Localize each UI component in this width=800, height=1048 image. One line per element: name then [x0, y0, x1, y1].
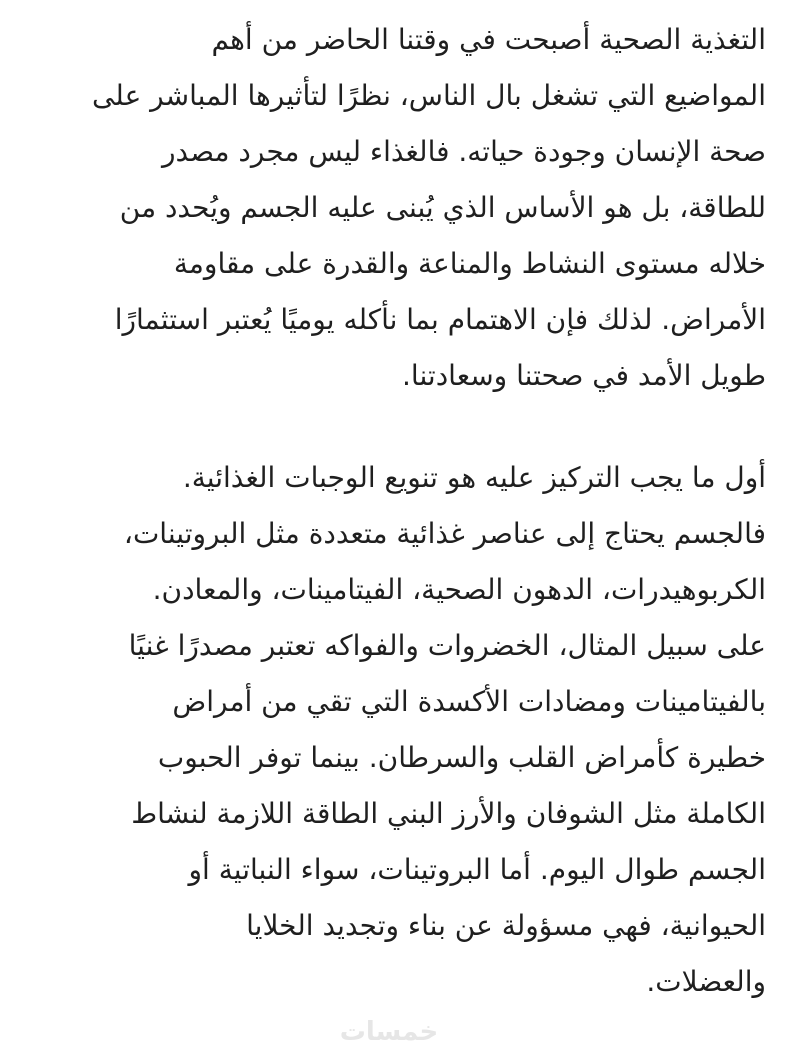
text-line: الجسم طوال اليوم. أما البروتينات، سواء النباتية أو [188, 853, 766, 886]
text-line: المواضيع التي تشغل بال الناس، نظرًا لتأثيرها المباشر على [91, 79, 766, 112]
text-line: بالفيتامينات ومضادات الأكسدة التي تقي من أمراض [172, 685, 766, 718]
text-line: خلاله مستوى النشاط والمناعة والقدرة على مقاومة [173, 247, 766, 280]
text-line: والعضلات. [646, 965, 766, 998]
text-line: الكربوهيدرات، الدهون الصحية، الفيتامينات، والمعادن. [152, 573, 766, 606]
khamsat-watermark: خمسات [339, 1017, 439, 1047]
text-line: فالجسم يحتاج إلى عناصر غذائية متعددة مثل البروتينات، [123, 517, 766, 550]
text-line: على سبيل المثال، الخضروات والفواكه تعتبر مصدرًا غنيًا [128, 629, 766, 662]
text-line: التغذية الصحية أصبحت في وقتنا الحاضر من أهم [211, 23, 766, 56]
text-line: للطاقة، بل هو الأساس الذي يُبنى عليه الجسم ويُحدد من [119, 191, 766, 224]
text-line: طويل الأمد في صحتنا وسعادتنا. [402, 359, 766, 392]
text-line: خطيرة كأمراض القلب والسرطان. بينما توفر الحبوب [157, 741, 766, 774]
text-line: الحيوانية، فهي مسؤولة عن بناء وتجديد الخلايا [246, 909, 766, 942]
paragraph-food-variety [12, 450, 766, 1010]
text-line: الكاملة مثل الشوفان والأرز البني الطاقة اللازمة لنشاط [131, 797, 766, 830]
text-line: الأمراض. لذلك فإن الاهتمام بما نأكله يوميًا يُعتبر استثمارًا [114, 303, 766, 336]
text-line: أول ما يجب التركيز عليه هو تنويع الوجبات الغذائية. [182, 461, 766, 494]
paragraph-nutrition-intro [12, 12, 766, 404]
text-line: صحة الإنسان وجودة حياته. فالغذاء ليس مجرد مصدر [162, 135, 766, 168]
